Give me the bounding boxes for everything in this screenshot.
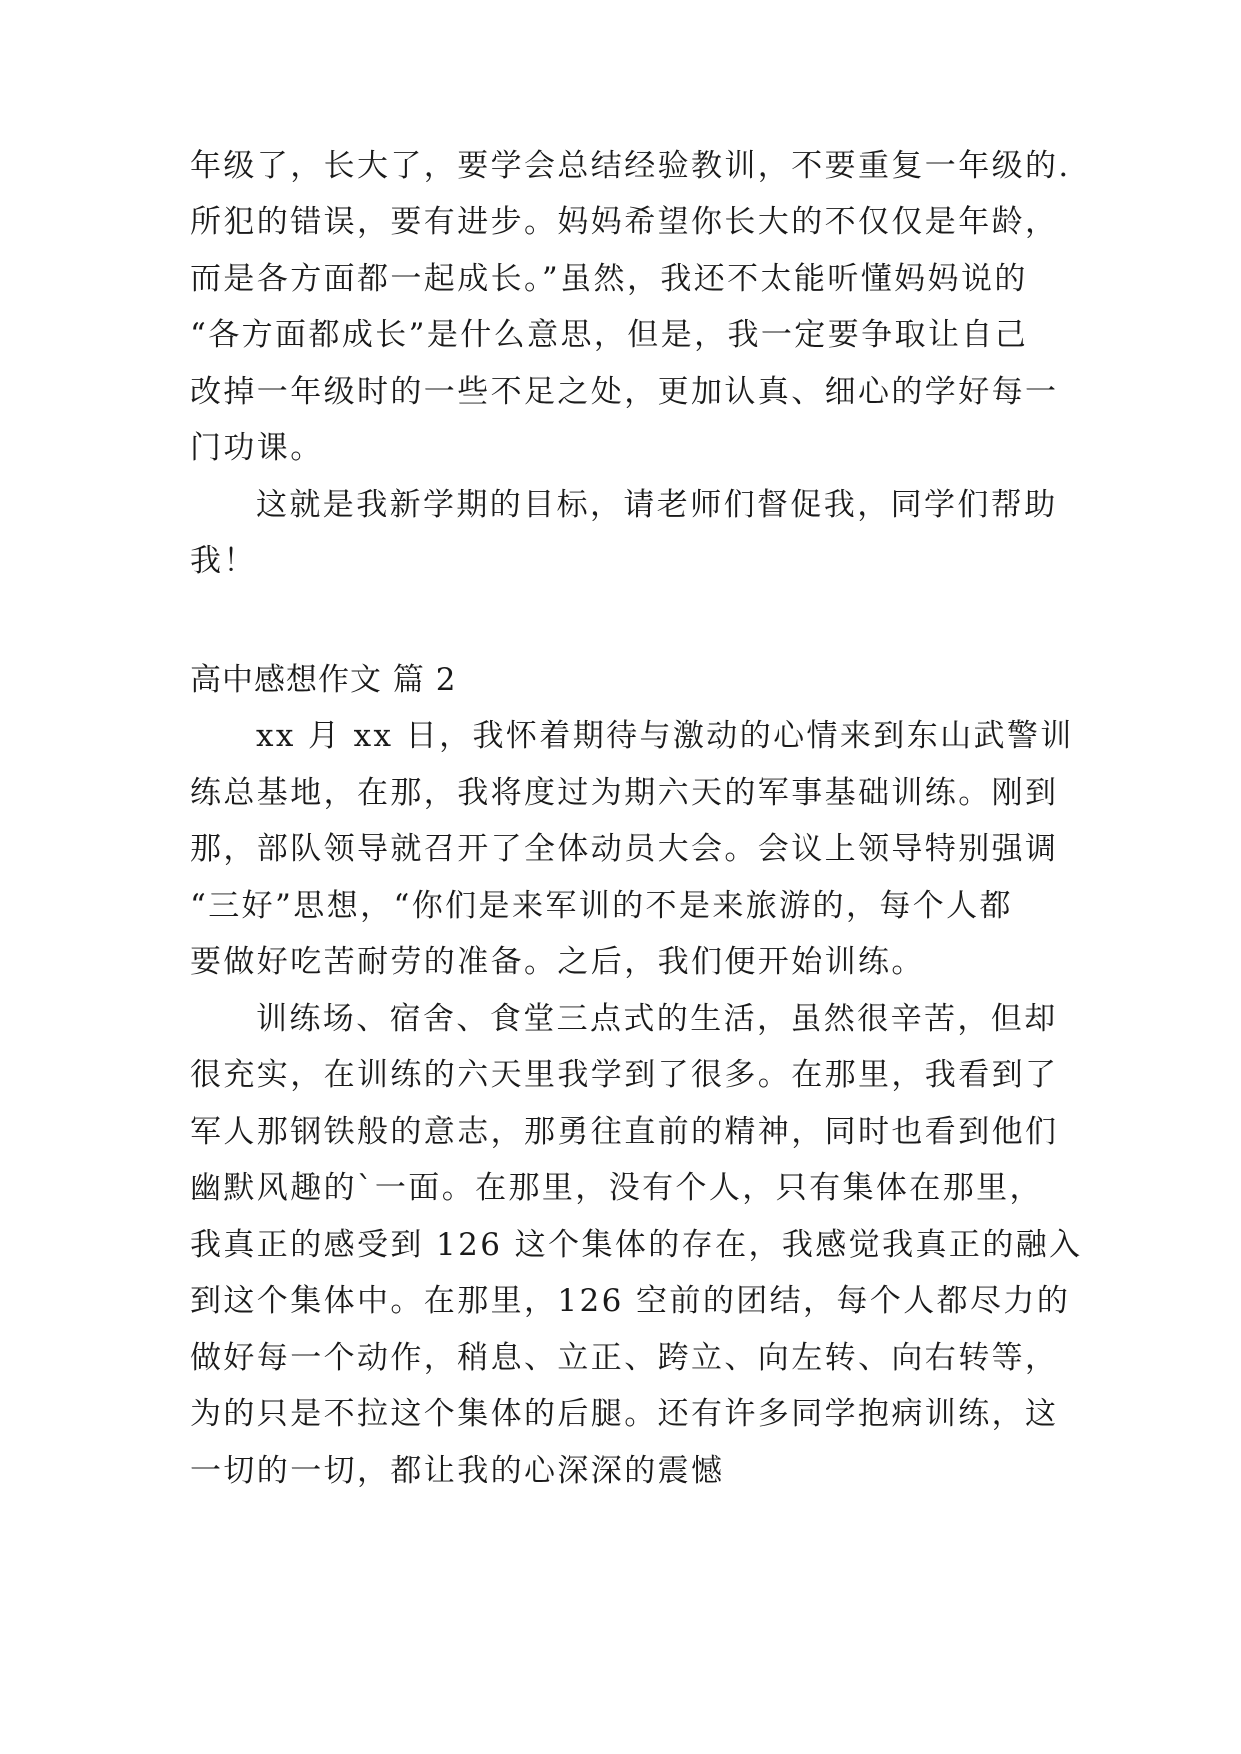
text-line: 训练场、宿舍、食堂三点式的生活，虽然很辛苦，但却 [256, 1001, 1058, 1037]
text-line: 这就是我新学期的目标，请老师们督促我，同学们帮助 [256, 487, 1058, 523]
text-line: 到这个集体中。在那里，126 空前的团结，每个人都尽力的 [190, 1283, 1071, 1319]
text-line: 所犯的错误，要有进步。妈妈希望你长大的不仅仅是年龄， [190, 204, 1059, 240]
text-line: 门功课。 [190, 430, 324, 466]
text-line: “三好”思想，“你们是来军训的不是来旅游的，每个人都 [190, 888, 1013, 924]
text-line: 幽默风趣的`一面。在那里，没有个人，只有集体在那里， [190, 1170, 1043, 1206]
text-line: 为的只是不拉这个集体的后腿。还有许多同学抱病训练，这 [190, 1396, 1059, 1432]
text-line: 练总基地，在那，我将度过为期六天的军事基础训练。刚到 [190, 775, 1059, 811]
text-line: 而是各方面都一起成长。”虽然，我还不太能听懂妈妈说的 [190, 261, 1028, 297]
text-line: 我真正的感受到 126 这个集体的存在，我感觉我真正的融入 [190, 1227, 1083, 1263]
text-line: xx 月 xx 日，我怀着期待与激动的心情来到东山武警训 [256, 718, 1074, 754]
text-line: 军人那钢铁般的意志，那勇往直前的精神，同时也看到他们 [190, 1114, 1059, 1150]
text-line: 我！ [190, 543, 257, 579]
text-line: 改掉一年级时的一些不足之处，更加认真、细心的学好每一 [190, 374, 1059, 410]
text-line: 很充实，在训练的六天里我学到了很多。在那里，我看到了 [190, 1057, 1059, 1093]
section-heading: 高中感想作文 篇 2 [190, 662, 457, 698]
text-line: 做好每一个动作，稍息、立正、跨立、向左转、向右转等， [190, 1340, 1059, 1376]
text-line: 年级了，长大了，要学会总结经验教训，不要重复一年级的. [190, 148, 1071, 184]
text-line: 那，部队领导就召开了全体动员大会。会议上领导特别强调 [190, 831, 1059, 867]
text-line: 要做好吃苦耐劳的准备。之后，我们便开始训练。 [190, 944, 925, 980]
text-line: 一切的一切，都让我的心深深的震憾 [190, 1453, 725, 1489]
text-line: “各方面都成长”是什么意思，但是，我一定要争取让自己 [190, 317, 1029, 353]
